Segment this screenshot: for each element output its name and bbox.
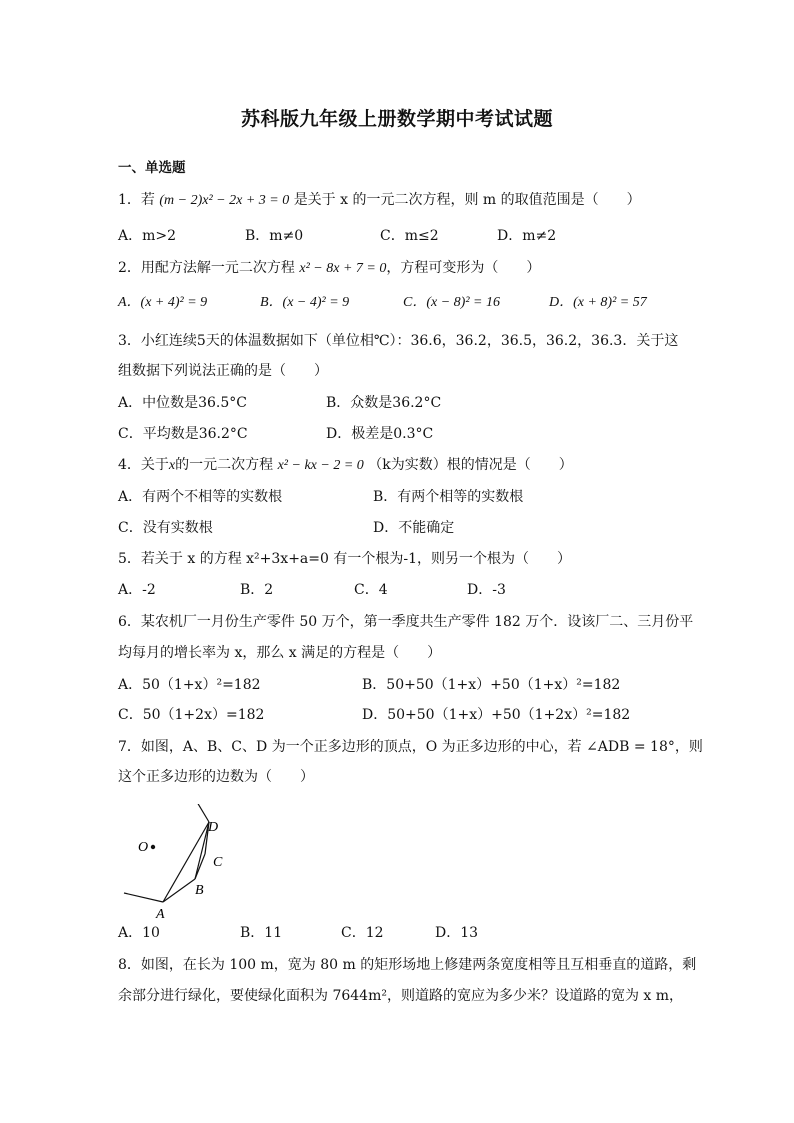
q7-option-a[interactable]: A．10 [118, 925, 160, 941]
label-c: C [213, 855, 223, 870]
q7-option-b[interactable]: B．11 [240, 925, 283, 941]
question-4 [118, 455, 573, 476]
q4-prefix: 关于 [140, 457, 169, 473]
q2-option-c[interactable]: C．(x − 8)² = 16 [403, 295, 500, 310]
q1-option-d[interactable]: D．m≠2 [497, 228, 557, 244]
center-point-o [151, 845, 155, 849]
q6-option-b[interactable]: B．50+50（1+x）+50（1+x）²=182 [362, 677, 621, 693]
q7-option-d[interactable]: D．13 [435, 925, 479, 941]
label-b: B [195, 883, 204, 898]
q5-option-d[interactable]: D．-3 [467, 582, 506, 598]
question-8-line-1: 8．如图，在长为 100 m，宽为 80 m 的矩形场地上修建两条宽度相等且互相垂直的道路，剩 [118, 957, 697, 973]
q4-option-d[interactable]: D．不能确定 [373, 520, 455, 536]
q2-suffix: ，方程可变形为（ ） [386, 260, 541, 276]
polygon-edge [124, 893, 163, 902]
q4-option-c[interactable]: C．没有实数根 [118, 520, 213, 536]
q6-option-d[interactable]: D．50+50（1+x）+50（1+2x）²=182 [362, 707, 631, 723]
question-1 [118, 190, 641, 211]
q3-option-c[interactable]: C．平均数是36.2°C [118, 426, 248, 442]
edge-ab [163, 879, 195, 902]
q5-option-c[interactable]: C．4 [354, 582, 388, 598]
question-8-line-2: 余部分进行绿化，要使绿化面积为 7644m²，则道路的宽应为多少米？设道路的宽为 x m， [118, 988, 684, 1004]
question-5: 5．若关于 x 的方程 x²+3x+a=0 有一个根为-1，则另一个根为（ ） [118, 551, 571, 567]
q1-prefix: 若 [140, 192, 155, 208]
polygon-figure [118, 804, 238, 922]
q5-option-a[interactable]: A．-2 [118, 582, 156, 598]
section-heading: 一、单选题 [118, 160, 186, 176]
q1-suffix: 是关于 x 的一元二次方程，则 m 的取值范围是（ ） [293, 192, 641, 208]
label-o: O [138, 840, 149, 855]
q4-number: 4． [118, 457, 141, 473]
q3-option-a[interactable]: A．中位数是36.5°C [118, 395, 247, 411]
q3-option-b[interactable]: B．众数是36.2°C [326, 395, 442, 411]
question-6-line-2: 均每月的增长率为 x，那么 x 满足的方程是（ ） [118, 645, 442, 661]
q7-option-c[interactable]: C．12 [341, 925, 384, 941]
question-7-line-1: 7．如图，A、B、C、D 为一个正多边形的顶点，O 为正多边形的中心，若 ∠ADB = 18°，则 [118, 739, 703, 755]
q2-equation: x² − 8x + 7 = 0 [299, 261, 387, 276]
q2-option-d[interactable]: D．(x + 8)² = 57 [549, 295, 647, 310]
q2-option-b[interactable]: B．(x − 4)² = 9 [260, 295, 350, 310]
q1-option-b[interactable]: B．m≠0 [245, 228, 304, 244]
q2-prefix: 用配方法解一元二次方程 [140, 260, 295, 276]
page-title: 苏科版九年级上册数学期中考试试题 [240, 108, 553, 130]
label-d: D [208, 820, 219, 835]
q4-suffix: （k为实数）根的情况是（ ） [368, 457, 573, 473]
q5-option-b[interactable]: B．2 [240, 582, 274, 598]
label-a: A [156, 907, 165, 922]
q1-number: 1． [118, 192, 141, 208]
q3-option-d[interactable]: D．极差是0.3°C [326, 426, 434, 442]
q4-option-a[interactable]: A．有两个不相等的实数根 [118, 489, 283, 505]
q2-number: 2． [118, 260, 141, 276]
question-2 [118, 258, 540, 279]
q6-option-a[interactable]: A．50（1+x）²=182 [118, 677, 261, 693]
question-3-line-2: 组数据下列说法正确的是（ ） [118, 363, 328, 379]
q4-option-b[interactable]: B．有两个相等的实数根 [373, 489, 524, 505]
q1-option-a[interactable]: A．m>2 [118, 228, 177, 244]
question-3-line-1: 3．小红连续5天的体温数据如下（单位相℃）：36.6，36.2，36.5，36.2，36.3．关于这 [118, 333, 679, 349]
q1-equation: (m − 2)x² − 2x + 3 = 0 [159, 193, 290, 208]
question-7-line-2: 这个正多边形的边数为（ ） [118, 769, 314, 785]
q4-variable: x [168, 458, 176, 473]
q2-option-a[interactable]: A．(x + 4)² = 9 [118, 295, 208, 310]
segment-bd [195, 822, 209, 879]
question-6-line-1: 6．某农机厂一月份生产零件 50 万个，第一季度共生产零件 182 万个．设该厂二、三月份平 [118, 614, 694, 630]
q4-mid: 的一元二次方程 [175, 457, 274, 473]
q4-equation: x² − kx − 2 = 0 [277, 458, 364, 473]
q1-option-c[interactable]: C．m≤2 [380, 228, 439, 244]
q6-option-c[interactable]: C．50（1+2x）=182 [118, 707, 265, 723]
